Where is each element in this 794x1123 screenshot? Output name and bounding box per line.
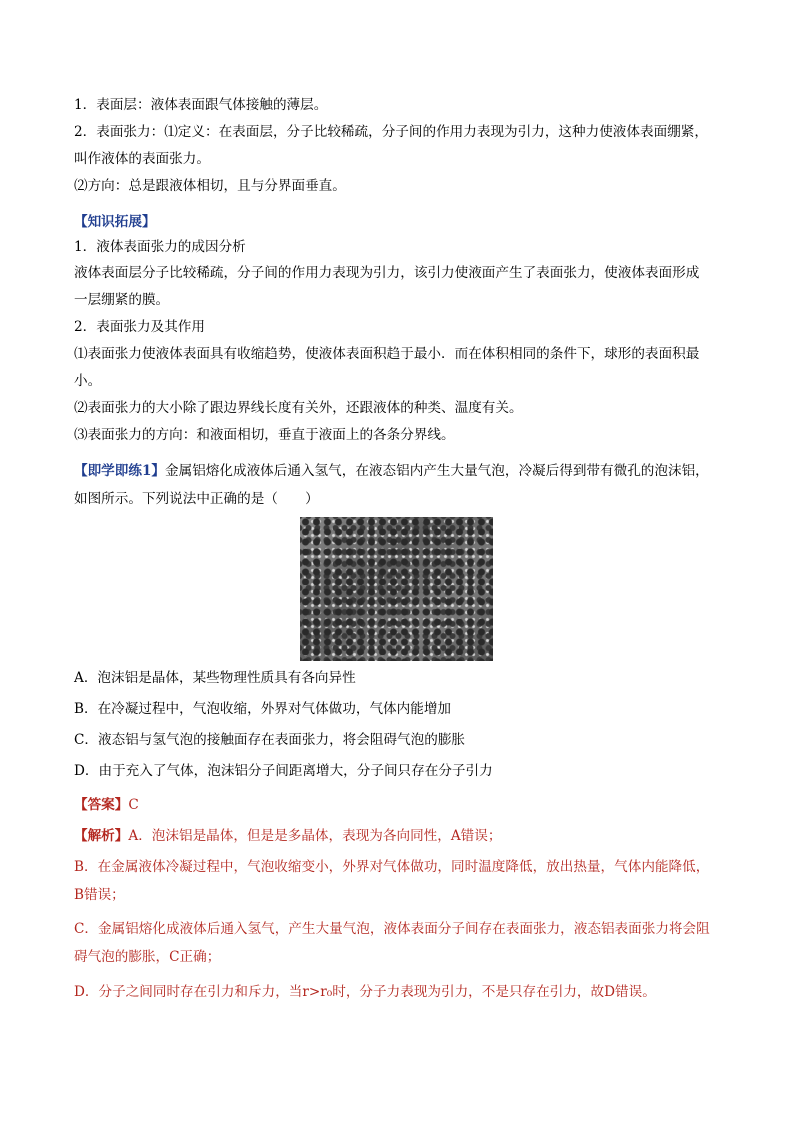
foam-aluminum-photo [300,517,493,661]
analysis-c-cont: 碍气泡的膨胀，C正确； [74,949,221,965]
extension-point-2: ⑵表面张力的大小除了跟边界线长度有关外，还跟液体的种类、温度有关。 [74,400,523,416]
answer-label: 【答案】 [74,797,129,813]
extension-point-1-cont: 小。 [74,373,102,389]
analysis-a: A．泡沫铝是晶体，但是是多晶体，表现为各向同性，A错误； [128,828,502,844]
extension-point-3: ⑶表面张力的方向：和液面相切，垂直于液面上的各条分界线。 [74,427,455,443]
extension-item-1-title: 1．液体表面张力的成因分析 [74,239,246,255]
answer-line [74,796,726,814]
exercise-stem-text: 金属铝熔化成液体后通入氢气，在液态铝内产生大量气泡，冷凝后得到带有微孔的泡沫铝， [165,463,709,479]
extension-item-2-title: 2．表面张力及其作用 [74,319,205,335]
knowledge-extension-heading: 【知识拓展】 [74,214,156,230]
option-c: C．液态铝与氢气泡的接触面存在表面张力，将会阻碍气泡的膨胀 [74,732,466,748]
extension-point-1: ⑴表面张力使液体表面具有收缩趋势，使液体表面积趋于最小．而在体积相同的条件下，球形的表面积最 [74,346,700,362]
extension-item-1-text: 液体表面层分子比较稀疏，分子间的作用力表现为引力，该引力使液面产生了表面张力，使液体表面形成 [74,265,700,281]
surface-tension-direction: ⑵方向：总是跟液体相切，且与分界面垂直。 [74,178,346,194]
surface-tension-definition: 2．表面张力：⑴定义：在表面层，分子比较稀疏，分子间的作用力表现为引力，这种力使液体表面绷紧， [74,124,708,140]
option-d: D．由于充入了气体，泡沫铝分子间距离增大，分子间只存在分子引力 [74,763,493,779]
exercise-stem-cont: 如图所示。下列说法中正确的是（ ） [74,491,319,507]
surface-tension-definition-cont: 叫作液体的表面张力。 [74,151,210,167]
extension-item-1-text-cont: 一层绷紧的膜。 [74,292,170,308]
answer-value: C [128,797,139,813]
surface-layer-definition: 1．表面层：液体表面跟气体接触的薄层。 [74,97,328,113]
analysis-label: 【解析】 [74,828,129,844]
exercise-label: 【即学即练1】 [74,463,166,479]
analysis-b: B．在金属液体冷凝过程中，气泡收缩变小，外界对气体做功，同时温度降低，放出热量，气体内能降低， [74,859,710,875]
analysis-c: C．金属铝熔化成液体后通入氢气，产生大量气泡，液体表面分子间存在表面张力，液态铝表面张力将会阻 [74,921,710,937]
analysis-b-cont: B错误； [74,887,125,903]
analysis-d: D．分子之间同时存在引力和斥力，当r>r₀时，分子力表现为引力，不是只存在引力，故D错误。 [74,984,656,1000]
option-a: A．泡沫铝是晶体，某些物理性质具有各向异性 [74,670,356,686]
analysis-line-1 [74,827,726,845]
option-b: B．在冷凝过程中，气泡收缩，外界对气体做功，气体内能增加 [74,701,452,717]
exercise-stem [74,462,726,480]
